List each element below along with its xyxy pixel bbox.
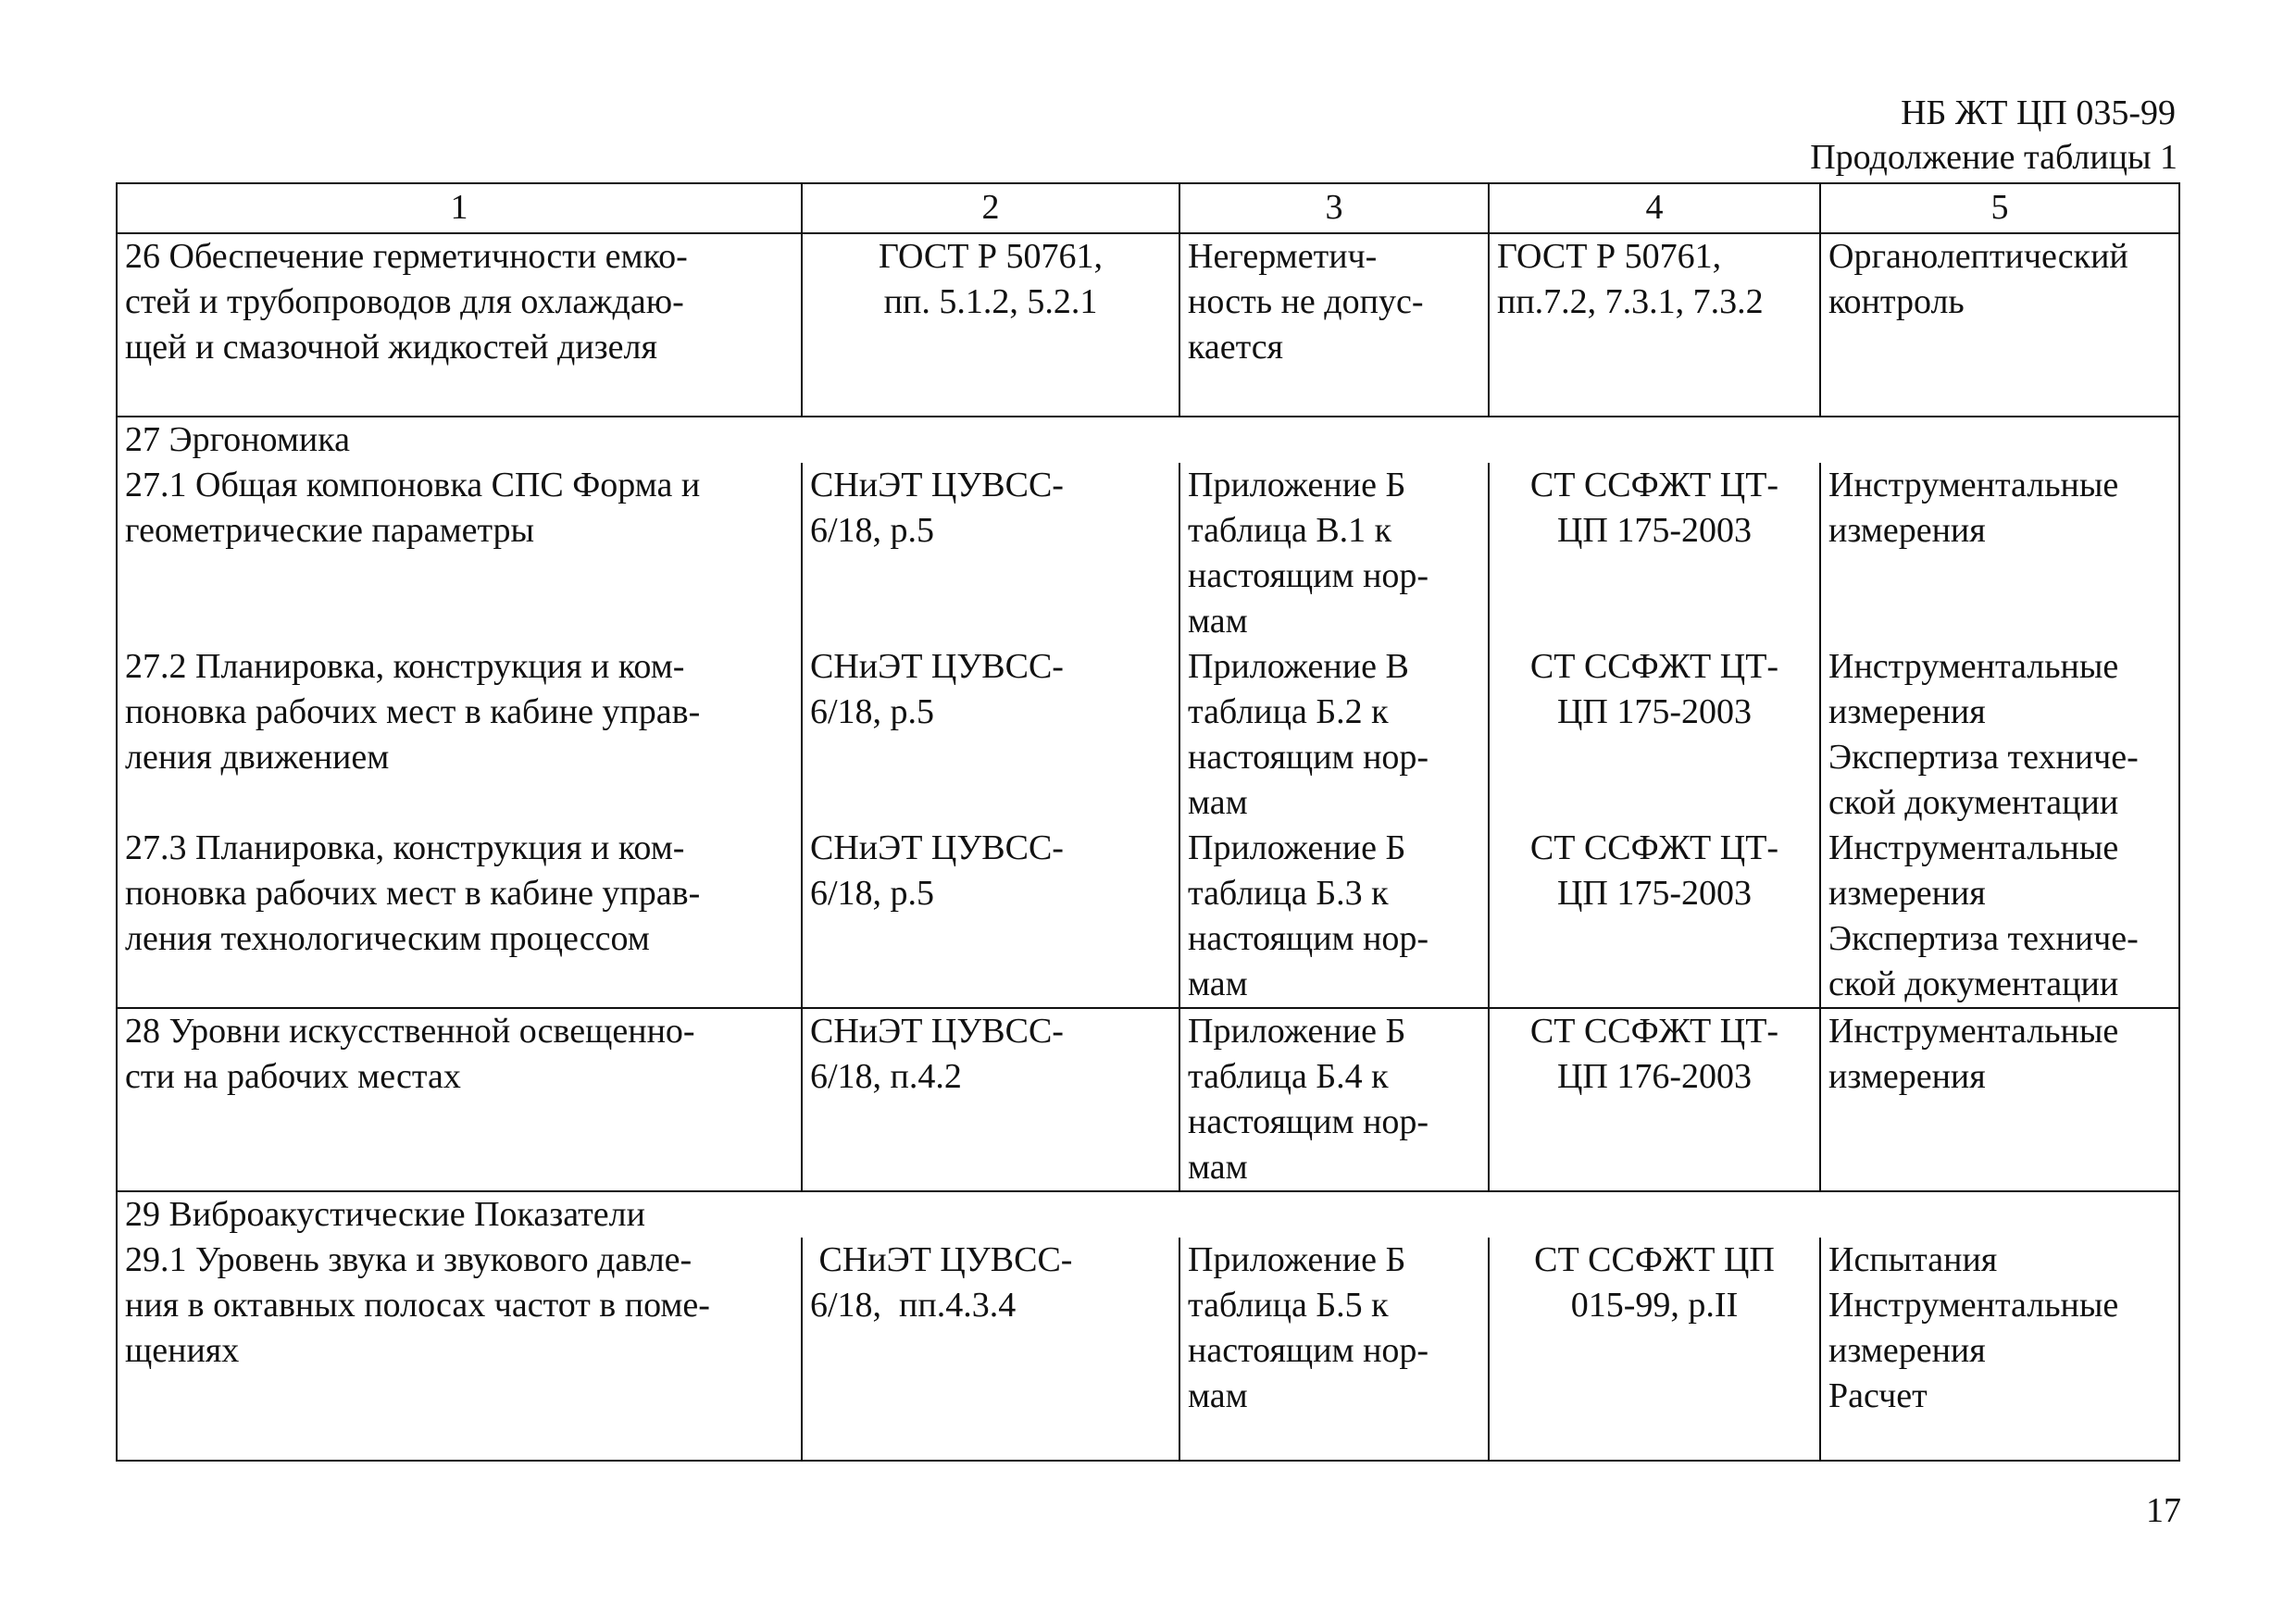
cell-line: 26 Обеспечение герметичности емко- <box>125 237 688 276</box>
column-header: 2 <box>802 183 1179 233</box>
cell-line: ской документации <box>1828 783 2119 822</box>
cell-line: ность не допус- <box>1188 282 1424 321</box>
subitem-27-2 <box>125 644 793 826</box>
test-method-doc-cell <box>1489 1008 1820 1191</box>
subitem-27-2 <box>1497 644 1812 826</box>
cell-line: измерения <box>1828 692 1986 731</box>
cell-line: Приложение Б <box>1188 1240 1406 1279</box>
cell-line: таблица Б.2 к <box>1188 692 1389 731</box>
cell-line: геометрические параметры <box>125 511 535 550</box>
cell-line: СТ ССФЖТ ЦП <box>1534 1240 1775 1279</box>
table-row-27-title <box>117 417 2179 463</box>
column-header: 5 <box>1820 183 2179 233</box>
cell-line: Инструментальные <box>1828 1012 2119 1051</box>
cell-line: щей и смазочной жидкостей дизеля <box>125 328 657 367</box>
cell-line: Приложение Б <box>1188 466 1406 504</box>
cell-line: 28 Уровни искусственной освещенно- <box>125 1012 695 1051</box>
cell-line: ГОСТ Р 50761, <box>878 237 1104 276</box>
column-header: 3 <box>1179 183 1489 233</box>
indicator-cell <box>117 1008 802 1191</box>
cell-line: СНиЭТ ЦУВСС- <box>810 647 1064 686</box>
cell-line: настоящим нор- <box>1188 1102 1429 1141</box>
cell-line: Инструментальные <box>1828 828 2119 867</box>
cell-line: мам <box>1188 1148 1248 1187</box>
cell-line: мам <box>1188 602 1248 641</box>
subitem-27-3 <box>1497 826 1812 1007</box>
subitem-27-3 <box>1828 826 2171 1007</box>
cell-line: настоящим нор- <box>1188 919 1429 958</box>
subitem-27-3 <box>1188 826 1480 1007</box>
subitem-27-2 <box>1828 644 2171 826</box>
cell-line: таблица Б.4 к <box>1188 1057 1389 1096</box>
table-row-29-title <box>117 1191 2179 1238</box>
cell-line: таблица Б.3 к <box>1188 874 1389 913</box>
cell-line: мам <box>1188 965 1248 1003</box>
norm-value-cell <box>1179 233 1489 417</box>
cell-line: контроль <box>1828 282 1965 321</box>
cell-line: настоящим нор- <box>1188 1331 1429 1370</box>
indicator-cell <box>117 1238 802 1461</box>
cell-line: Расчет <box>1828 1376 1928 1415</box>
cell-line: Экспертиза техниче- <box>1828 919 2139 958</box>
cell-line: 6/18, р.5 <box>810 511 935 550</box>
cell-line: ЦП 175-2003 <box>1556 511 1753 550</box>
cell-line: мам <box>1188 1376 1248 1415</box>
subitem-27-2 <box>810 644 1171 826</box>
cell-line: ЦП 176-2003 <box>1556 1057 1753 1096</box>
subitem-27-1 <box>1188 463 1480 644</box>
cell-line: Приложение В <box>1188 647 1409 686</box>
cell-line: Приложение Б <box>1188 1012 1406 1051</box>
cell-line: Инструментальные <box>1828 1286 2119 1325</box>
section-title-cell <box>117 417 2179 463</box>
column-header: 1 <box>117 183 802 233</box>
section-title-cell <box>117 1191 2179 1238</box>
cell-line: щениях <box>125 1331 240 1370</box>
cell-line: пп.7.2, 7.3.1, 7.3.2 <box>1497 282 1764 321</box>
cell-line: Негерметич- <box>1188 237 1378 276</box>
cell-line: таблица В.1 к <box>1188 511 1392 550</box>
control-method-cell <box>1820 233 2179 417</box>
cell-line: 29.1 Уровень звука и звукового давле- <box>125 1240 693 1279</box>
section-title: 27 Эргономика <box>125 420 350 459</box>
subitem-27-1 <box>1828 463 2171 644</box>
cell-line: измерения <box>1828 511 1986 550</box>
cell-line: СТ ССФЖТ ЦТ- <box>1529 466 1779 504</box>
control-method-cell <box>1820 1008 2179 1191</box>
cell-line: 27.2 Планировка, конструкция и ком- <box>125 647 685 686</box>
cell-line: СНиЭТ ЦУВСС- <box>810 466 1064 504</box>
cell-line: Приложение Б <box>1188 828 1406 867</box>
cell-line: 6/18, р.5 <box>810 874 935 913</box>
page-number: 17 <box>2146 1491 2181 1530</box>
document-code: НБ ЖТ ЦП 035-99 <box>1901 93 2176 132</box>
indicator-cell <box>117 463 802 1008</box>
section-title: 29 Виброакустические Показатели <box>125 1195 645 1234</box>
column-header: 4 <box>1489 183 1820 233</box>
cell-line: СНиЭТ ЦУВСС- <box>810 1012 1064 1051</box>
norm-value-cell <box>1179 1238 1489 1461</box>
cell-line: измерения <box>1828 1331 1986 1370</box>
requirements-table <box>116 182 2180 1462</box>
cell-line: СТ ССФЖТ ЦТ- <box>1529 1012 1779 1051</box>
normative-doc-cell <box>802 463 1179 1008</box>
cell-line: ЦП 175-2003 <box>1556 692 1753 731</box>
cell-line: ской документации <box>1828 965 2119 1003</box>
cell-line: 27.1 Общая компоновка СПС Форма и <box>125 466 701 504</box>
cell-line: ГОСТ Р 50761, <box>1497 237 1722 276</box>
cell-line: ЦП 175-2003 <box>1556 874 1753 913</box>
table-row-26 <box>117 233 2179 417</box>
cell-line: СНиЭТ ЦУВСС- <box>810 1240 1073 1279</box>
test-method-doc-cell <box>1489 463 1820 1008</box>
cell-line: Экспертиза техниче- <box>1828 738 2139 777</box>
cell-line: Инструментальные <box>1828 466 2119 504</box>
table-header-row <box>117 183 2179 233</box>
subitem-27-3 <box>810 826 1171 1007</box>
cell-line: Инструментальные <box>1828 647 2119 686</box>
subitem-27-3 <box>125 826 793 1007</box>
norm-value-cell <box>1179 463 1489 1008</box>
cell-line: СНиЭТ ЦУВСС- <box>810 828 1064 867</box>
normative-doc-cell <box>802 1238 1179 1461</box>
cell-line: 6/18, пп.4.3.4 <box>810 1286 1017 1325</box>
cell-line: таблица Б.5 к <box>1188 1286 1389 1325</box>
cell-line: 015-99, р.II <box>1570 1286 1739 1325</box>
subitem-27-1 <box>1497 463 1812 644</box>
cell-line: Органолептический <box>1828 237 2128 276</box>
cell-line: измерения <box>1828 874 1986 913</box>
subitem-27-1 <box>125 463 793 644</box>
test-method-doc-cell <box>1489 233 1820 417</box>
cell-line: настоящим нор- <box>1188 556 1429 595</box>
cell-line: 6/18, р.5 <box>810 692 935 731</box>
cell-line: сти на рабочих местах <box>125 1057 461 1096</box>
cell-line: 27.3 Планировка, конструкция и ком- <box>125 828 685 867</box>
table-row-28 <box>117 1008 2179 1191</box>
cell-line: ления технологическим процессом <box>125 919 650 958</box>
normative-doc-cell <box>802 1008 1179 1191</box>
cell-line: Испытания <box>1828 1240 1998 1279</box>
table-row-29 <box>117 1238 2179 1461</box>
normative-doc-cell <box>802 233 1179 417</box>
subitem-27-2 <box>1188 644 1480 826</box>
cell-line: 6/18, п.4.2 <box>810 1057 962 1096</box>
cell-line: СТ ССФЖТ ЦТ- <box>1529 828 1779 867</box>
cell-line: ния в октавных полосах частот в поме- <box>125 1286 710 1325</box>
cell-line: поновка рабочих мест в кабине управ- <box>125 874 701 913</box>
cell-line: мам <box>1188 783 1248 822</box>
cell-line: измерения <box>1828 1057 1986 1096</box>
control-method-cell <box>1820 463 2179 1008</box>
indicator-cell <box>117 233 802 417</box>
table-row-27 <box>117 463 2179 1008</box>
subitem-27-1 <box>810 463 1171 644</box>
cell-line: ления движением <box>125 738 390 777</box>
cell-line: кается <box>1188 328 1284 367</box>
cell-line: поновка рабочих мест в кабине управ- <box>125 692 701 731</box>
cell-line: стей и трубопроводов для охлаждаю- <box>125 282 684 321</box>
cell-line: пп. 5.1.2, 5.2.1 <box>883 282 1098 321</box>
test-method-doc-cell <box>1489 1238 1820 1461</box>
control-method-cell <box>1820 1238 2179 1461</box>
cell-line: СТ ССФЖТ ЦТ- <box>1529 647 1779 686</box>
table-continuation-caption: Продолжение таблицы 1 <box>1810 138 2177 177</box>
cell-line: настоящим нор- <box>1188 738 1429 777</box>
norm-value-cell <box>1179 1008 1489 1191</box>
